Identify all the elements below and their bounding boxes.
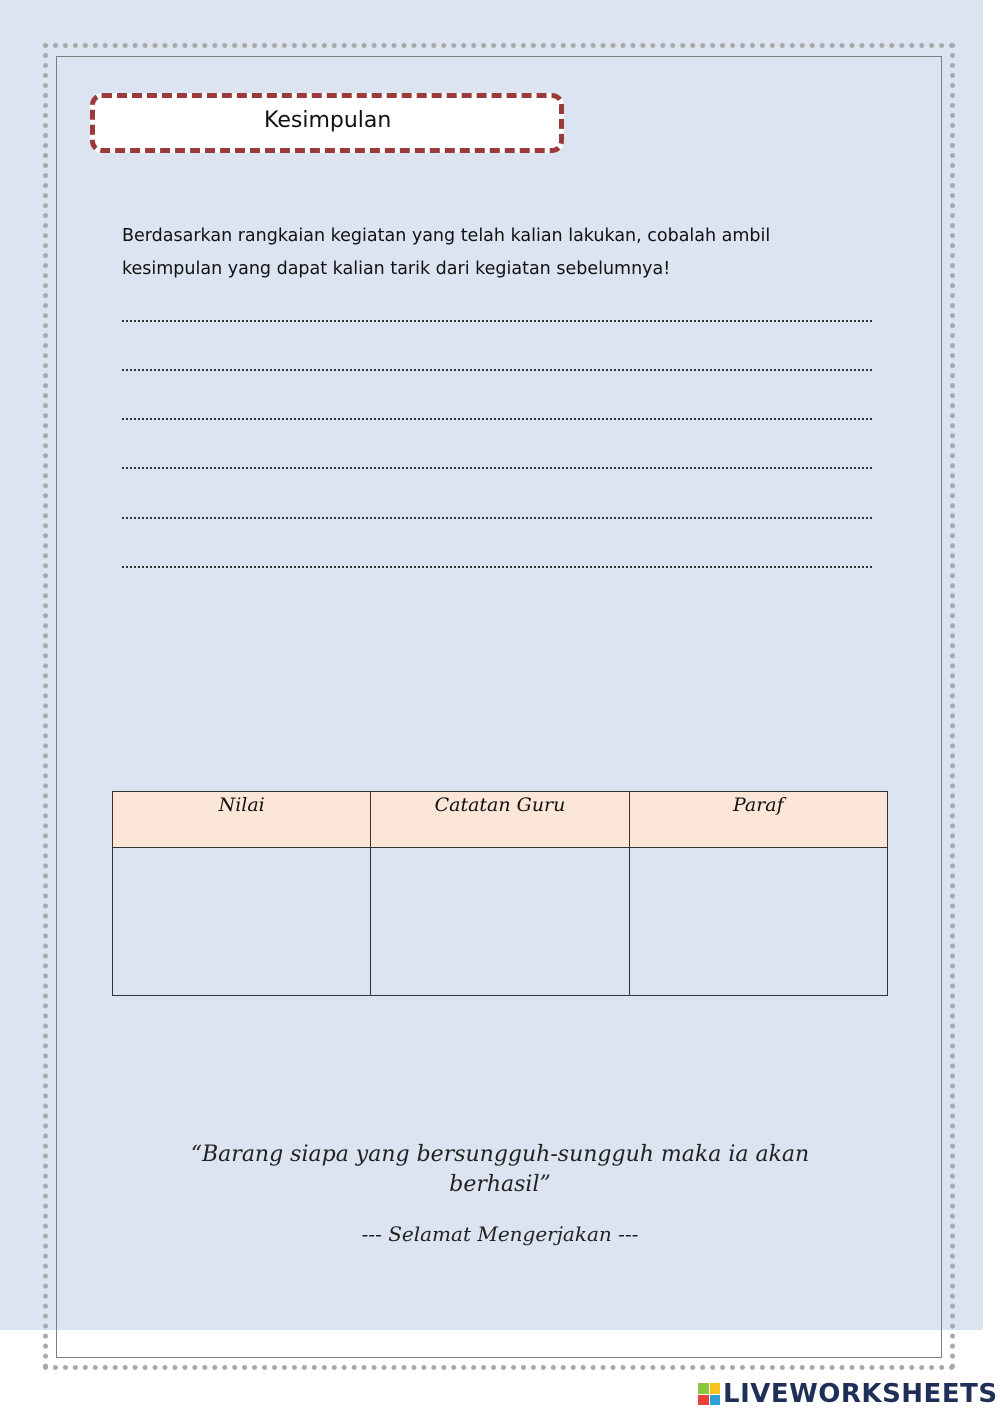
liveworksheets-logo-icon — [698, 1383, 720, 1405]
answer-line[interactable] — [122, 517, 872, 519]
answer-line[interactable] — [122, 467, 872, 469]
header-nilai: Nilai — [113, 792, 371, 848]
cell-catatan-guru — [371, 848, 629, 996]
closing-message: --- Selamat Mengerjakan --- — [361, 1222, 639, 1246]
cell-paraf — [629, 848, 887, 996]
grade-table — [112, 791, 888, 996]
answer-line[interactable] — [122, 566, 872, 568]
answer-line[interactable] — [122, 418, 872, 420]
grade-table-header-row — [113, 792, 888, 848]
motivational-quote: “Barang siapa yang bersungguh-sungguh maka ia akan berhasil” — [190, 1142, 810, 1197]
instruction-text: Berdasarkan rangkaian kegiatan yang telah kalian lakukan, cobalah ambil kesimpulan yang dapat kalian tarik dari kegiatan sebelumnya! — [122, 226, 771, 279]
answer-line[interactable] — [122, 369, 872, 371]
answer-line[interactable] — [122, 320, 872, 322]
liveworksheets-branding[interactable] — [698, 1378, 998, 1410]
branding-text: LIVEWORKSHEETS — [723, 1379, 998, 1409]
header-catatan-guru: Catatan Guru — [371, 792, 629, 848]
page-title: Kesimpulan — [264, 108, 392, 133]
header-paraf: Paraf — [629, 792, 887, 848]
grade-table-body-row — [113, 848, 888, 996]
cell-nilai — [113, 848, 371, 996]
